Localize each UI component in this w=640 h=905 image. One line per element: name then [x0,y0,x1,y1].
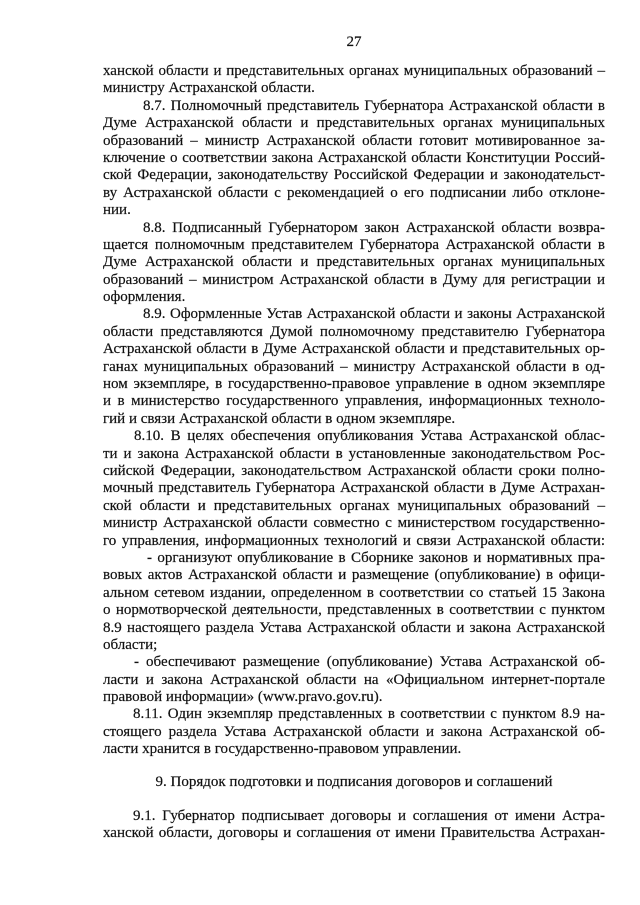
text-line: ласти и закона Астраханской области на «Официальном интернет-портале [103,671,605,688]
text-line: о нормотворческой деятельности, представленных в соответствии с пунктом [103,602,605,619]
text-line: - организуют опубликование в Сборнике законов и нормативных пра- [147,549,605,566]
text-line: образований – министр Астраханской области готовит мотивированное за- [103,132,605,149]
text-line: альном сетевом издании, определенном в соответствии со статьей 15 Закона [103,584,605,601]
text-line: 8.7. Полномочный представитель Губернатора Астраханской области в [143,97,605,114]
text-line: Астраханской области в Думе Астраханской области и представительных ор- [103,341,605,358]
text-line: ской области и представительных органах муниципальных образований – [103,497,605,514]
text-line: ву Астраханской области с рекомендацией о его подписании либо отклоне- [103,184,605,201]
text-line: 8.10. В целях обеспечения опубликования Устава Астраханской облас- [134,428,605,445]
page-number: 27 [346,34,362,50]
paragraph-8-11 [103,706,605,758]
text-line: стоящего раздела Устава Астраханской области и закона Астраханской об- [103,723,605,740]
text-line: 8.9 настоящего раздела Устава Астраханской области и закона Астраханской [103,619,605,636]
text-line: го управления, информационных технологий и связи Астраханской области: [103,532,605,549]
text-line: образований – министром Астраханской области в Думу для регистрации и [103,271,605,288]
list-item-ensure-placement [103,654,605,706]
text-line: министру Астраханской области. [103,80,315,97]
section-heading: 9. Порядок подготовки и подписания договоров и соглашений [155,773,553,790]
text-line: гий и связи Астраханской области в одном экземпляре. [103,410,456,427]
text-line: ключение о соответствии закона Астраханской области Конституции Россий- [103,149,605,166]
text-line: нии. [103,202,131,219]
paragraph-8-10 [103,428,605,550]
text-line: ном экземпляре, в государственно-правовое управление в одном экземпляре [103,376,605,393]
text-line: ганах муниципальных образований – министру Астраханской области в од- [103,358,605,375]
paragraph-continuation [103,63,605,98]
text-line: правовой информации» (www.pravo.gov.ru). [103,689,383,706]
text-line: области; [103,636,158,653]
text-line: министр Астраханской области совместно с министерством государственно- [103,515,605,532]
text-line: и в министерство государственного управления, информационных техноло- [103,393,605,410]
text-line: - обеспечивают размещение (опубликование) Устава Астраханской об- [134,654,605,671]
text-line: ти и закона Астраханской области в установленные законодательством Рос- [103,445,605,462]
text-line: Думе Астраханской области и представительных органах муниципальных [103,115,605,132]
text-line: ласти хранится в государственно-правовом управлении. [103,741,462,758]
text-line: ской Федерации, законодательству Российской Федерации и законодательст- [103,167,605,184]
text-line: области представляются Думой полномочному представителю Губернатора [103,323,605,340]
text-line: мочный представитель Губернатора Астраханской области в Думе Астрахан- [103,480,605,497]
text-line: вовых актов Астраханской области и размещение (опубликование) в офици- [103,567,605,584]
paragraph-9-1 [103,808,605,843]
text-line: 8.9. Оформленные Устав Астраханской области и законы Астраханской [143,306,605,323]
text-line: ханской области и представительных органах муниципальных образований – [103,63,605,79]
paragraph-8-9 [103,306,605,428]
paragraph-8-8 [103,220,605,307]
text-line: оформления. [103,289,186,306]
text-line: ханской области, договоры и соглашения от имени Правительства Астрахан- [103,825,605,841]
paragraph-8-7 [103,98,605,220]
document-body [103,63,605,842]
text-line: Думе Астраханской области и представительных органах муниципальных [103,254,605,271]
text-line: 8.11. Один экземпляр представленных в соответствии с пунктом 8.9 на- [133,706,605,723]
text-line: сийской Федерации, законодательством Астраханской области сроки полно- [103,462,605,479]
text-line: 9.1. Губернатор подписывает договоры и соглашения от имени Астра- [133,807,605,824]
text-line: щается полномочным представителем Губернатора Астраханской области в [103,236,605,253]
text-line: 8.8. Подписанный Губернатором закон Астраханской области возвра- [143,219,605,236]
list-item-organize-publication [103,550,605,654]
